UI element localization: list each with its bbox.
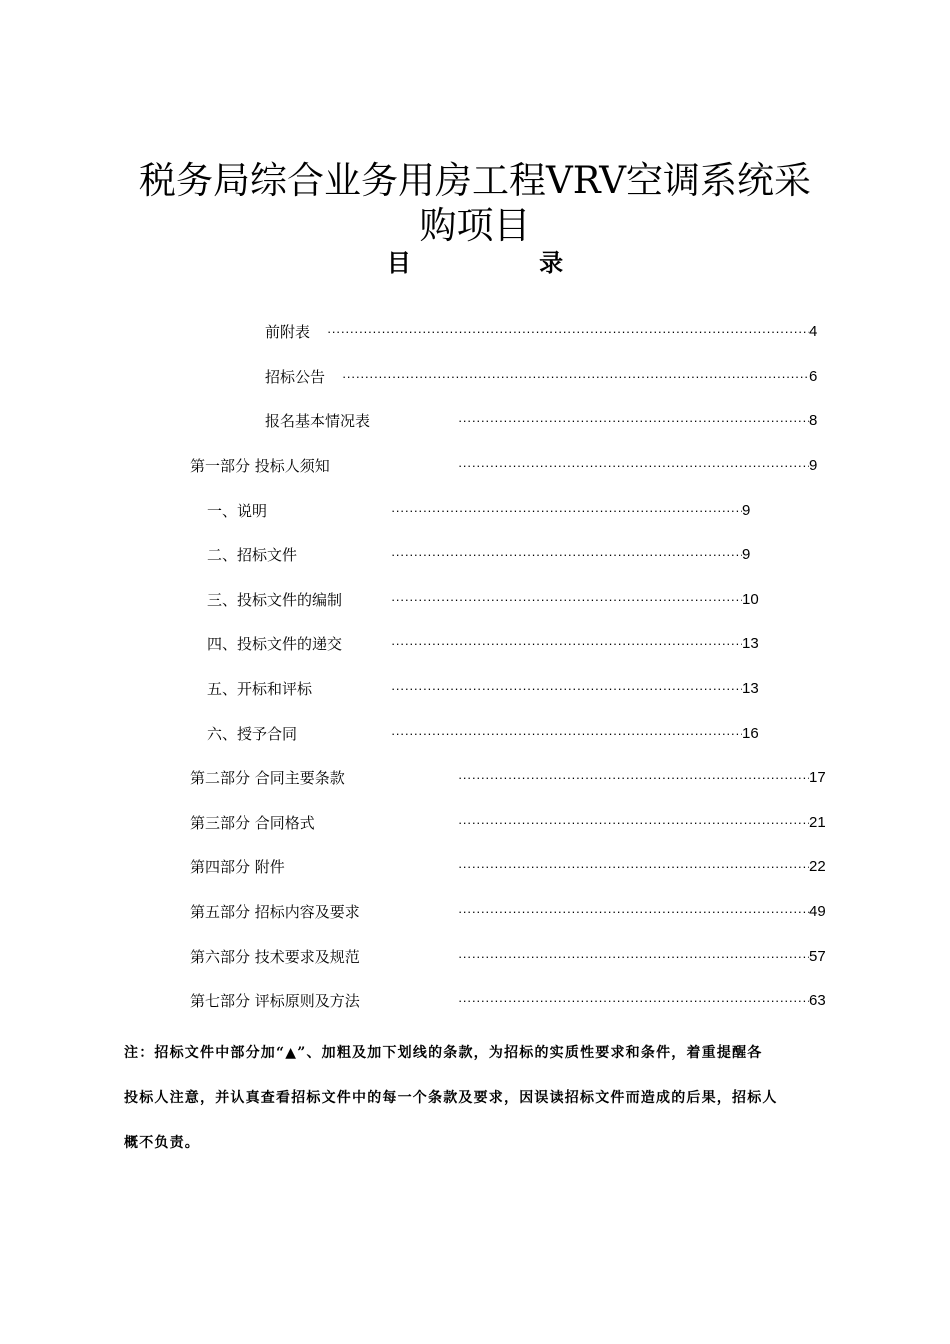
toc-page-number: 9: [742, 502, 751, 519]
toc-leader: [458, 811, 809, 835]
toc-leader: [391, 722, 742, 746]
toc-entry[interactable]: [0, 454, 950, 478]
title-line-2: 购项目: [419, 204, 531, 247]
toc-entry[interactable]: [0, 811, 950, 835]
toc-entry[interactable]: [0, 855, 950, 879]
toc-entry[interactable]: [0, 989, 950, 1013]
title-line-1: 税务局综合业务用房工程VRV空调系统采: [139, 159, 811, 202]
toc-page-number: 10: [742, 591, 759, 608]
toc-label: 报名基本情况表: [265, 412, 371, 430]
toc-label: 第七部分 评标原则及方法: [190, 992, 360, 1010]
toc-entry[interactable]: [0, 722, 950, 746]
toc-label: 第五部分 招标内容及要求: [190, 903, 360, 921]
toc-entry[interactable]: [0, 409, 950, 433]
toc-page-number: 17: [809, 769, 826, 786]
toc-leader: [458, 989, 809, 1013]
toc-page-number: 9: [742, 546, 751, 563]
note-line: 注：招标文件中部分加“▲”、加粗及加下划线的条款，为招标的实质性要求和条件，着重提醒各: [124, 1045, 763, 1061]
toc-leader: [391, 632, 742, 656]
toc-label: 第四部分 附件: [190, 858, 285, 876]
toc-label: 前附表: [265, 323, 311, 341]
toc-page-number: 4: [809, 323, 818, 340]
toc-label: 招标公告: [265, 368, 326, 386]
toc-label: 五、开标和评标: [207, 680, 313, 698]
toc-leader: [391, 677, 742, 701]
toc-page-number: 13: [742, 635, 759, 652]
toc-entry[interactable]: [0, 499, 950, 523]
toc-page-number: 21: [809, 814, 826, 831]
toc-leader: [391, 499, 742, 523]
toc-label: 六、授予合同: [207, 725, 298, 743]
toc-label: 第一部分 投标人须知: [190, 457, 330, 475]
toc-leader: [458, 945, 809, 969]
toc-page-number: 22: [809, 858, 826, 875]
toc-leader: [458, 409, 809, 433]
toc-page-number: 63: [809, 992, 826, 1009]
toc-page-number: 9: [809, 457, 818, 474]
toc-leader: [391, 543, 742, 567]
toc-page-number: 13: [742, 680, 759, 697]
toc-leader: [458, 766, 809, 790]
toc-label: 第三部分 合同格式: [190, 814, 315, 832]
toc-entry[interactable]: [0, 320, 950, 344]
toc-label: 第二部分 合同主要条款: [190, 769, 345, 787]
toc-leader: [458, 454, 809, 478]
toc-page-number: 49: [809, 903, 826, 920]
note-paragraph: [124, 1031, 854, 1166]
toc-label: 三、投标文件的编制: [207, 591, 343, 609]
toc-entry[interactable]: [0, 588, 950, 612]
toc-leader: [342, 365, 809, 389]
toc-label: 一、说明: [207, 502, 268, 520]
note-line: 投标人注意，并认真查看招标文件中的每一个条款及要求，因误读招标文件而造成的后果，招标人: [124, 1090, 778, 1106]
document-title: [0, 158, 950, 248]
toc-entry[interactable]: [0, 677, 950, 701]
toc-leader: [458, 900, 809, 924]
toc-label: 四、投标文件的递交: [207, 635, 343, 653]
toc-label: 第六部分 技术要求及规范: [190, 948, 360, 966]
toc-entry[interactable]: [0, 365, 950, 389]
toc-entry[interactable]: [0, 900, 950, 924]
toc-leader: [391, 588, 742, 612]
toc-entry[interactable]: [0, 945, 950, 969]
toc-page-number: 8: [809, 412, 818, 429]
toc-entry[interactable]: [0, 632, 950, 656]
toc-entry[interactable]: [0, 543, 950, 567]
toc-leader: [458, 855, 809, 879]
toc-page-number: 6: [809, 368, 818, 385]
toc-label: 二、招标文件: [207, 546, 298, 564]
note-line: 概不负责。: [124, 1135, 200, 1151]
toc-heading: 目 录: [386, 248, 624, 277]
toc-leader: [327, 320, 809, 344]
toc-page-number: 16: [742, 725, 759, 742]
toc-entry[interactable]: [0, 766, 950, 790]
toc-page-number: 57: [809, 948, 826, 965]
